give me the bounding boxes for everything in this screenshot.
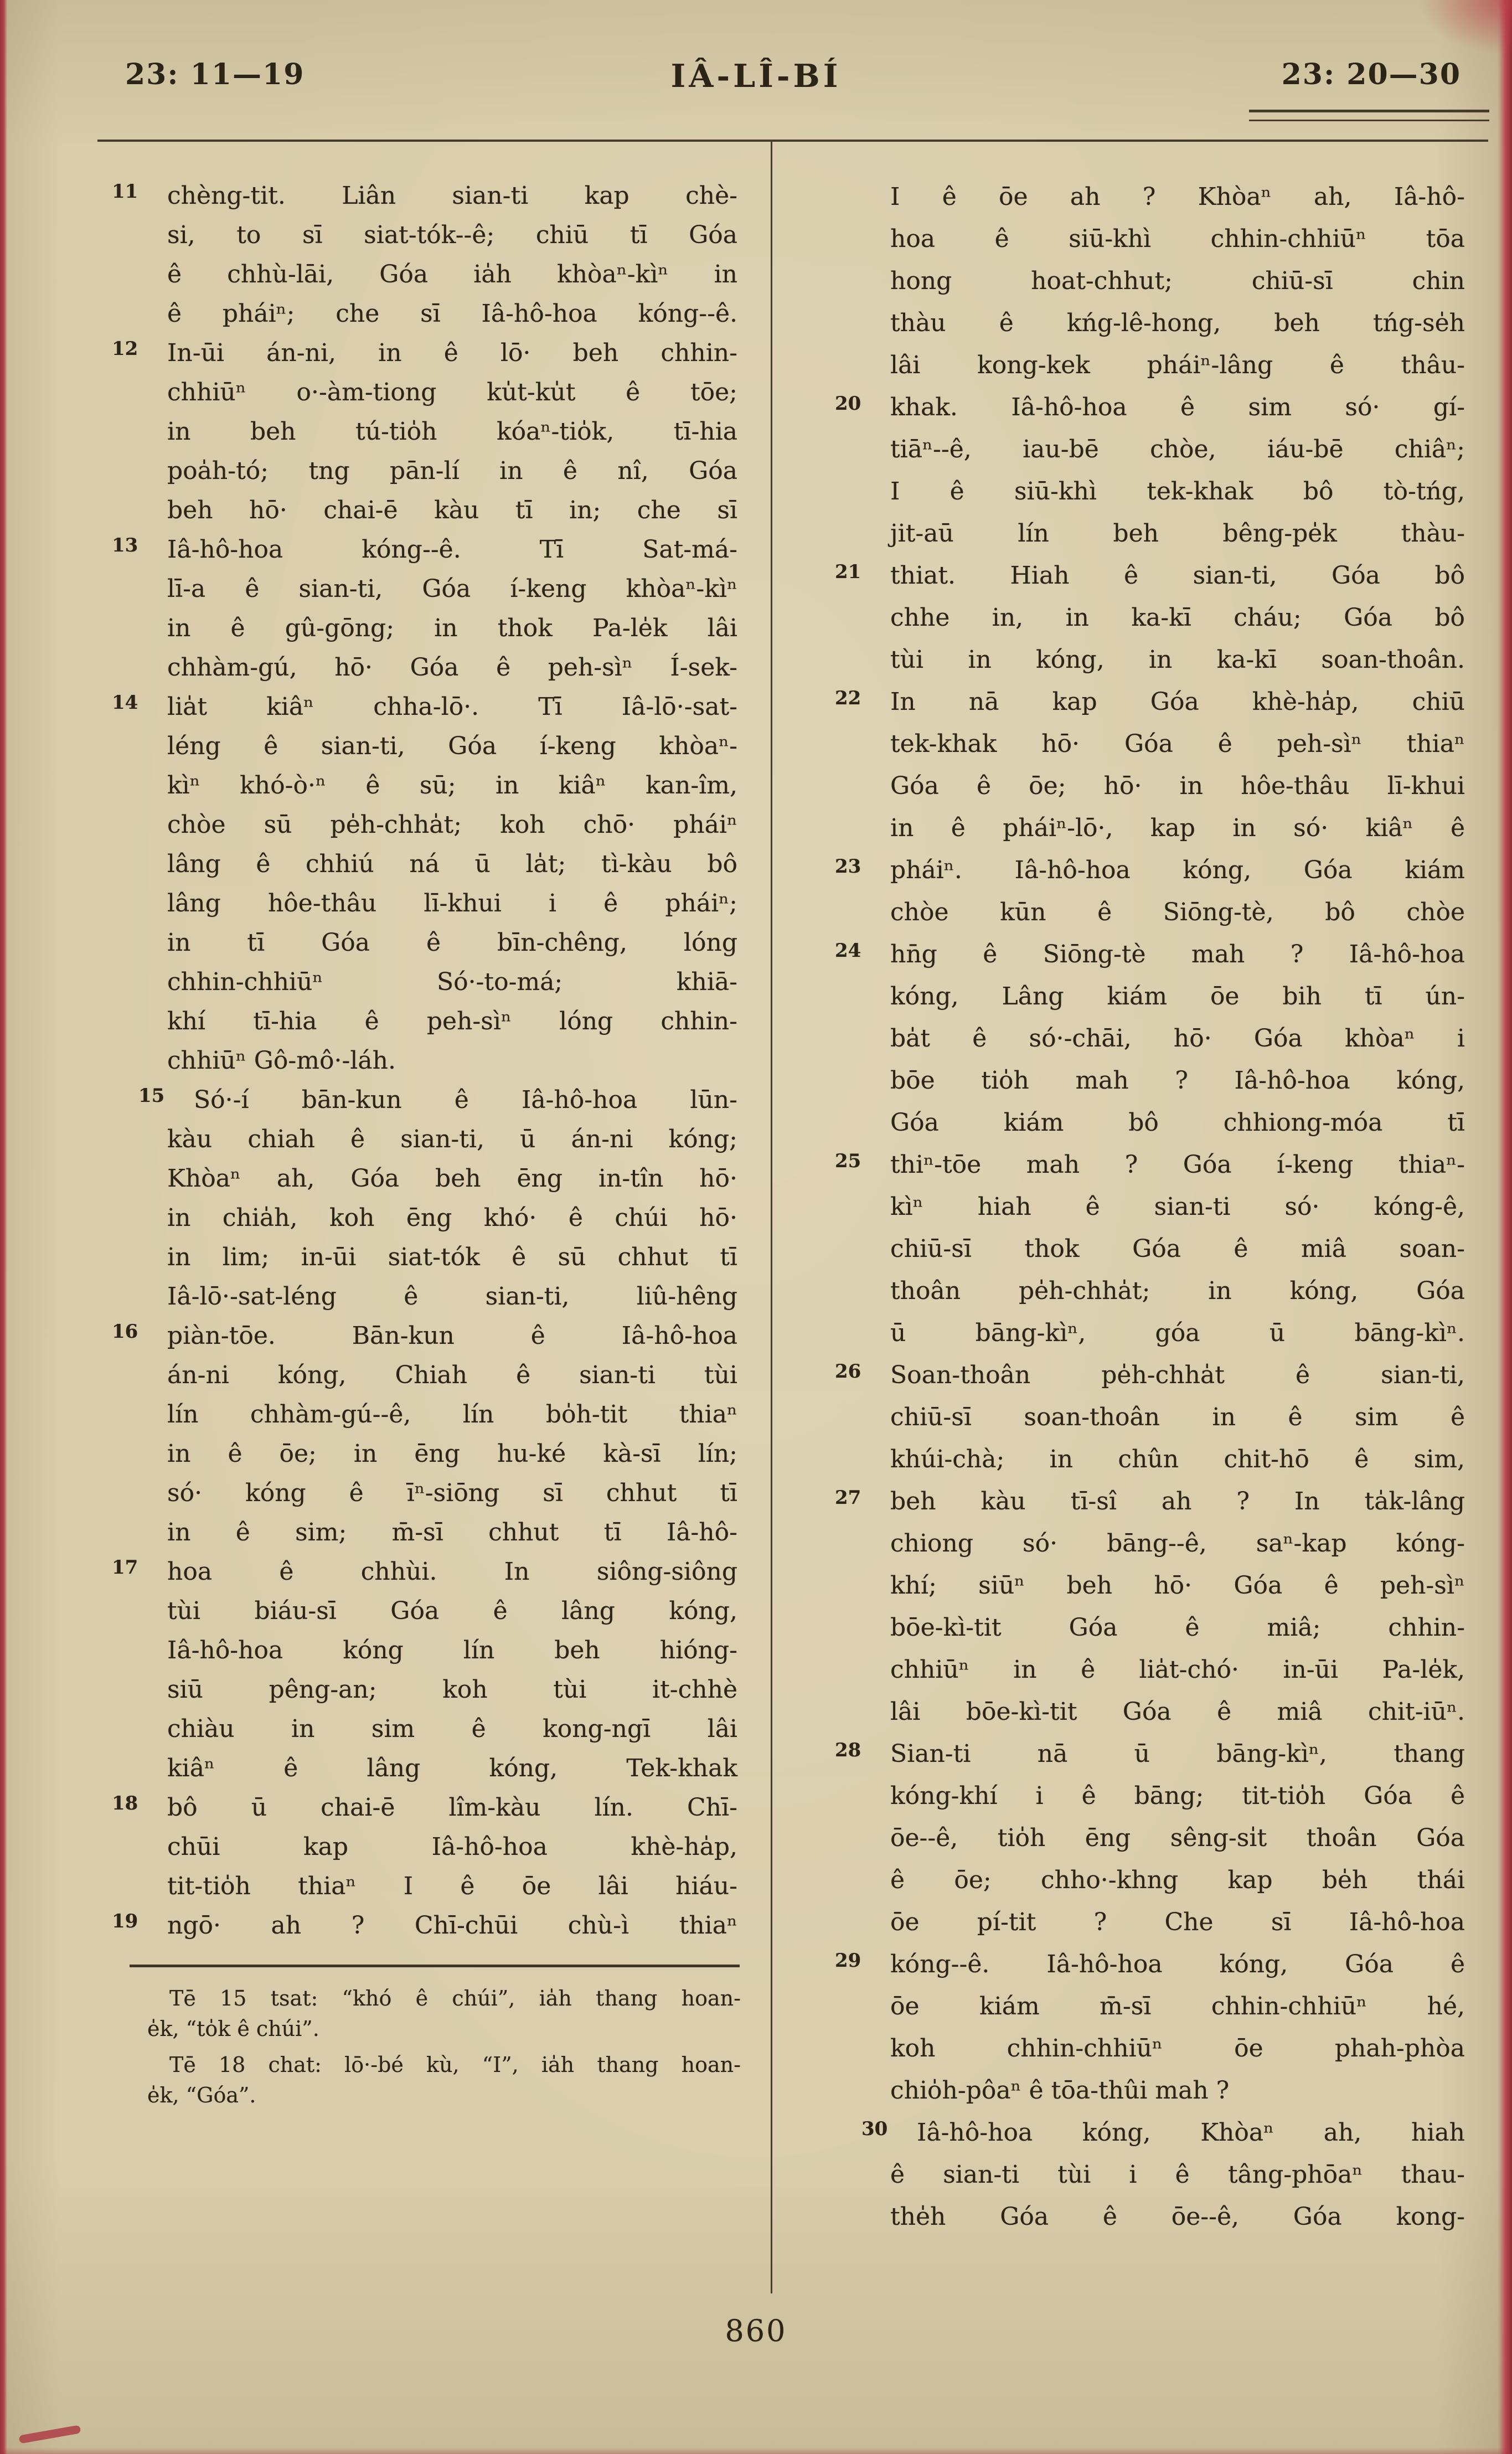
text-line: [890, 344, 1465, 386]
line-text: kóng--ê. Iâ-hô-hoa kóng, Góa ê: [890, 1950, 1465, 1978]
verse-number: 13: [112, 534, 138, 556]
line-text: Iâ-hô-hoa kóng--ê. Tī Sat-má-: [167, 535, 737, 564]
verse-number: 11: [112, 181, 138, 203]
text-line: [890, 1102, 1465, 1144]
red-smudge-bottom-left: [19, 2425, 81, 2443]
line-text: ê sian-ti tùi i ê tâng-phōaⁿ thau-: [890, 2161, 1465, 2189]
line-text: ōe kiám m̄-sī chhin-chhiūⁿ hé,: [890, 1992, 1465, 2020]
text-line: [890, 723, 1465, 765]
text-line: [167, 609, 737, 648]
text-line: [890, 1060, 1465, 1102]
verse-start-line: [835, 681, 1465, 723]
verse-start-line: [112, 1552, 737, 1591]
line-text: in chia̍h, koh ēng khó· ê chúi hō·: [167, 1204, 737, 1232]
line-text: chhiūⁿ o·-àm-tiong ku̍t-ku̍t ê tōe;: [167, 378, 737, 406]
line-text: lâng ê chhiú ná ū la̍t; tì-kàu bô: [167, 850, 737, 878]
line-text: bōe-kì-tit Góa ê miâ; chhin-: [890, 1613, 1465, 1642]
text-line: [890, 1396, 1465, 1439]
line-text: hoa ê siū-khì chhin-chhiūⁿ tōa: [890, 225, 1465, 253]
line-text: ōe pí-tit ? Che sī Iâ-hô-hoa: [890, 1908, 1465, 1936]
line-text: beh kàu tī-sî ah ? In ta̍k-lâng: [890, 1487, 1465, 1515]
text-line: [167, 1355, 737, 1395]
text-line: [167, 1473, 737, 1513]
text-line: [167, 1198, 737, 1238]
verse-number: 20: [835, 393, 861, 415]
header-rule: [97, 140, 1488, 142]
verse-start-line: [835, 1943, 1465, 1986]
verse-number: 24: [835, 940, 861, 962]
red-page-edge-left: [0, 0, 7, 2454]
text-line: [167, 962, 737, 1002]
verse-start-line: [112, 687, 737, 726]
text-line: [890, 1859, 1465, 1901]
line-text: chiū-sī soan-thoân in ê sim ê: [890, 1403, 1465, 1431]
text-line: [167, 1670, 737, 1709]
verse-number: 26: [835, 1360, 861, 1383]
line-text: chio̍h-pôaⁿ ê tōa-thûi mah ?: [890, 2076, 1230, 2105]
running-head-verse-range-left: 23: 11—19: [125, 58, 305, 91]
verse-number: 18: [112, 1792, 138, 1814]
text-line: [167, 255, 737, 294]
text-line: [890, 1607, 1465, 1649]
line-text: ê chhù-lāi, Góa ia̍h khòaⁿ-kìⁿ in: [167, 260, 737, 288]
text-line: [890, 1018, 1465, 1060]
line-text: khí; siūⁿ beh hō· Góa ê peh-sìⁿ: [890, 1571, 1465, 1600]
text-line: [890, 513, 1465, 555]
line-text: kìⁿ hiah ê sian-ti só· kóng-ê,: [890, 1193, 1465, 1221]
line-text: chèng-tit. Liân sian-ti kap chè-: [167, 182, 737, 210]
text-line: [167, 844, 737, 884]
verse-start-line: [112, 176, 737, 215]
text-line: [890, 765, 1465, 807]
line-text: án-ni kóng, Chiah ê sian-ti tùi: [167, 1361, 737, 1389]
line-text: kiâⁿ ê lâng kóng, Tek-khak: [167, 1754, 737, 1782]
verse-start-line: [835, 386, 1465, 429]
text-line: [167, 923, 737, 962]
text-line: [167, 1827, 737, 1867]
red-corner-top-right: [1418, 0, 1512, 55]
text-line: [167, 412, 737, 451]
line-text: chòe sū pe̍h-chha̍t; koh chō· pháiⁿ: [167, 811, 737, 839]
text-line: [890, 2028, 1465, 2070]
line-text: hoa ê chhùi. In siông-siông: [167, 1558, 737, 1586]
text-line: [147, 2080, 741, 2111]
text-line: [890, 1228, 1465, 1270]
line-text: in lim; in-ūi siat-tók ê sū chhut tī: [167, 1243, 737, 1271]
line-text: thàu ê kńg-lê-hong, beh tńg-se̍h: [890, 309, 1465, 337]
line-text: ba̍t ê só·-chāi, hō· Góa khòaⁿ i: [890, 1024, 1465, 1053]
verse-number: 12: [112, 338, 138, 360]
text-line: [167, 884, 737, 923]
verse-number: 25: [835, 1150, 861, 1172]
running-head-book-title: IÂ-LÎ-BÍ: [670, 58, 842, 95]
verse-number: 21: [835, 561, 861, 583]
line-text: kóng, Lâng kiám ōe bih tī ún-: [890, 982, 1465, 1011]
text-line: [167, 1002, 737, 1041]
line-text: léng ê sian-ti, Góa í-keng khòaⁿ-: [167, 732, 737, 760]
text-line: [890, 471, 1465, 513]
column-divider-rule: [771, 140, 772, 2293]
text-line: [890, 2154, 1465, 2196]
line-text: Tē 18 chat: lō·-bé kù, “I”, ia̍h thang hoan-: [169, 2053, 741, 2077]
red-page-edge-right: [1498, 0, 1512, 2454]
verse-number: 28: [835, 1739, 861, 1761]
text-line: [890, 1565, 1465, 1607]
text-line: [167, 1120, 737, 1159]
verse-number: 29: [835, 1950, 861, 1972]
text-line: [890, 597, 1465, 639]
verse-number: 14: [112, 692, 138, 714]
line-text: lâi kong-kek pháiⁿ-lâng ê thâu-: [890, 351, 1465, 379]
line-text: thoân pe̍h-chha̍t; in kóng, Góa: [890, 1277, 1465, 1305]
verse-number: 19: [112, 1910, 138, 1932]
text-line: [167, 1867, 737, 1906]
line-text: kàu chiah ê sian-ti, ū án-ni kóng;: [167, 1125, 737, 1153]
text-line: [167, 1631, 737, 1670]
text-line: [167, 1395, 737, 1434]
verse-start-line: [112, 1906, 737, 1945]
footnote-separator-rule: [130, 1965, 740, 1967]
text-line: [167, 491, 737, 530]
verse-start-line: [112, 530, 737, 569]
verse-start-line: [861, 2112, 1465, 2154]
text-line: [167, 1591, 737, 1631]
line-text: só· kóng ê īⁿ-siōng sī chhut tī: [167, 1479, 737, 1507]
text-line: [890, 1439, 1465, 1481]
line-text: Góa ê ōe; hō· in hôe-thâu lī-khui: [890, 772, 1465, 800]
verse-number: 30: [861, 2118, 888, 2140]
line-text: In-ūi án-ni, in ê lō· beh chhin-: [167, 339, 737, 367]
verse-number: 22: [835, 687, 861, 709]
verse-start-line: [835, 1733, 1465, 1775]
line-text: Só·-í bān-kun ê Iâ-hô-hoa lūn-: [194, 1086, 737, 1114]
line-text: chhiūⁿ Gô-mô·-láh.: [167, 1046, 396, 1075]
text-line: [167, 766, 737, 805]
line-text: lâi bōe-kì-tit Góa ê miâ chit-iūⁿ.: [890, 1698, 1465, 1726]
line-text: Tē 15 tsat: “khó ê chúi”, ia̍h thang hoan-: [169, 1986, 741, 2010]
line-text: hn̄g ê Siōng-tè mah ? Iâ-hô-hoa: [890, 940, 1465, 968]
line-text: jit-aū lín beh bêng-pe̍k thàu-: [890, 519, 1465, 548]
text-line: [147, 2014, 741, 2044]
line-text: lâng hôe-thâu lī-khui i ê pháiⁿ;: [167, 889, 737, 917]
text-line: [167, 373, 737, 412]
text-line: [890, 302, 1465, 344]
footnotes-block: [147, 1983, 741, 2111]
line-text: beh hō· chai-ē kàu tī in; che sī: [167, 496, 737, 524]
line-text: hong hoat-chhut; chiū-sī chin: [890, 267, 1465, 295]
verse-start-line: [138, 1080, 737, 1120]
line-text: in ê ōe; in ēng hu-ké kà-sī lín;: [167, 1440, 737, 1468]
text-line: [167, 1238, 737, 1277]
line-text: I ê ōe ah ? Khòaⁿ ah, Iâ-hô-: [890, 183, 1465, 211]
line-text: khak. Iâ-hô-hoa ê sim só· gí-: [890, 393, 1465, 421]
line-text: tùi in kóng, in ka-kī soan-thoân.: [890, 646, 1465, 674]
text-line: [890, 1270, 1465, 1312]
text-line: [167, 1159, 737, 1198]
line-text: ê pháiⁿ; che sī Iâ-hô-hoa kóng--ê.: [167, 300, 737, 328]
line-text: koh chhin-chhiūⁿ ōe phah-phòa: [890, 2034, 1465, 2063]
verse-start-line: [835, 1354, 1465, 1396]
red-page-edge-bottom: [0, 2447, 1512, 2454]
verse-number: 15: [138, 1085, 165, 1107]
line-text: tùi biáu-sī Góa ê lâng kóng,: [167, 1597, 737, 1625]
line-text: the̍h Góa ê ōe--ê, Góa kong-: [890, 2203, 1465, 2231]
line-text: ōe--ê, tio̍h ēng sêng-si̍t thoân Góa: [890, 1824, 1465, 1852]
text-line: [167, 215, 737, 255]
verse-number: 27: [835, 1487, 861, 1509]
line-text: in ê pháiⁿ-lō·, kap in só· kiâⁿ ê: [890, 814, 1465, 842]
line-text: Góa kiám bô chhiong-móa tī: [890, 1109, 1465, 1137]
line-text: khúi-chà; in chûn chit-hō ê sim,: [890, 1445, 1465, 1473]
line-text: I ê siū-khì tek-khak bô tò-tńg,: [890, 477, 1465, 506]
line-text: chūi kap Iâ-hô-hoa khè-ha̍p,: [167, 1833, 737, 1861]
text-line: [890, 891, 1465, 934]
text-line: [890, 2070, 1465, 2112]
line-text: in ê gû-gōng; in thok Pa-le̍k lâi: [167, 614, 737, 642]
line-text: siū pêng-an; koh tùi it-chhè: [167, 1675, 737, 1704]
verse-start-line: [835, 555, 1465, 597]
line-text: ngō· ah ? Chī-chūi chù-ì thiaⁿ: [167, 1911, 737, 1940]
line-text: ū bāng-kìⁿ, góa ū bāng-kìⁿ.: [890, 1319, 1465, 1347]
verse-start-line: [835, 1481, 1465, 1523]
text-line: [167, 805, 737, 844]
text-line: [167, 1041, 737, 1080]
line-text: e̍k, “Góa”.: [147, 2083, 256, 2107]
text-line: [890, 1901, 1465, 1943]
text-line: [890, 1986, 1465, 2028]
line-text: lia̍t kiâⁿ chha-lō·. Tī Iâ-lō·-sat-: [167, 693, 737, 721]
line-text: lín chhàm-gú--ê, lín bo̍h-tit thiaⁿ: [167, 1400, 737, 1429]
text-line: [167, 726, 737, 766]
text-line: [890, 218, 1465, 260]
line-text: Iâ-lō·-sat-léng ê sian-ti, liû-hêng: [167, 1282, 737, 1311]
text-line: [890, 1691, 1465, 1733]
verse-number: 17: [112, 1556, 138, 1579]
line-text: tiāⁿ--ê, iau-bē chòe, iáu-bē chiâⁿ;: [890, 435, 1465, 463]
line-text: chhe in, in ka-kī cháu; Góa bô: [890, 604, 1465, 632]
line-text: tek-khak hō· Góa ê peh-sìⁿ thiaⁿ: [890, 730, 1465, 758]
text-line: [890, 2196, 1465, 2238]
line-text: kìⁿ khó-ò·ⁿ ê sū; in kiâⁿ kan-îm,: [167, 771, 737, 800]
text-line: [890, 807, 1465, 849]
text-line: [890, 260, 1465, 302]
line-text: si, to sī siat-tók--ê; chiū tī Góa: [167, 221, 737, 249]
text-line: [167, 1709, 737, 1749]
line-text: chòe kūn ê Siōng-tè, bô chòe: [890, 898, 1465, 926]
line-text: chhàm-gú, hō· Góa ê peh-sìⁿ Í-sek-: [167, 653, 737, 682]
line-text: Iâ-hô-hoa kóng lín beh hióng-: [167, 1636, 737, 1664]
text-line: [890, 1523, 1465, 1565]
line-text: chiū-sī thok Góa ê miâ soan-: [890, 1235, 1465, 1263]
line-text: bōe tio̍h mah ? Iâ-hô-hoa kóng,: [890, 1066, 1465, 1095]
line-text: tit-tio̍h thiaⁿ I ê ōe lâi hiáu-: [167, 1872, 737, 1900]
text-line: [890, 1649, 1465, 1691]
line-text: e̍k, “to̍k ê chúi”.: [147, 2017, 319, 2041]
running-head-verse-range-right: 23: 20—30: [1281, 58, 1461, 91]
text-line: [167, 648, 737, 687]
text-line: [890, 1312, 1465, 1354]
text-line: [890, 1817, 1465, 1859]
line-text: chiong só· bāng--ê, saⁿ-kap kóng-: [890, 1529, 1465, 1558]
page-number: 860: [725, 2313, 787, 2348]
text-line: [890, 639, 1465, 681]
line-text: Sian-ti nā ū bāng-kìⁿ, thang: [890, 1740, 1465, 1768]
text-line: [167, 1434, 737, 1473]
line-text: thiat. Hiah ê sian-ti, Góa bô: [890, 561, 1465, 590]
verse-start-line: [835, 1144, 1465, 1186]
text-line: [890, 1186, 1465, 1228]
verse-number: 23: [835, 855, 861, 878]
verse-start-line: [112, 1316, 737, 1355]
line-text: Iâ-hô-hoa kóng, Khòaⁿ ah, hiah: [917, 2118, 1465, 2147]
line-text: ê ōe; chho·-khng kap be̍h thái: [890, 1866, 1465, 1894]
text-line: [890, 1775, 1465, 1817]
verse-number: 16: [112, 1321, 138, 1343]
line-text: bô ū chai-ē lîm-kàu lín. Chī-: [167, 1793, 737, 1822]
line-text: Soan-thoân pe̍h-chha̍t ê sian-ti,: [890, 1361, 1465, 1389]
line-text: in ê sim; m̄-sī chhut tī Iâ-hô-: [167, 1518, 737, 1546]
line-text: chhiūⁿ in ê lia̍t-chó· in-ūi Pa-le̍k,: [890, 1656, 1465, 1684]
line-text: chiàu in sim ê kong-ngī lâi: [167, 1715, 737, 1743]
right-text-column: [835, 176, 1465, 2238]
verse-start-line: [112, 333, 737, 373]
verse-start-line: [835, 849, 1465, 891]
text-line: [167, 451, 737, 491]
header-underline-rule-2: [1249, 120, 1489, 121]
line-text: poa̍h-tó; tng pān-lí in ê nî, Góa: [167, 457, 737, 485]
text-line: [167, 569, 737, 609]
line-text: piàn-tōe. Bān-kun ê Iâ-hô-hoa: [167, 1322, 737, 1350]
line-text: in beh tú-tio̍h kóaⁿ-tio̍k, tī-hia: [167, 417, 737, 446]
verse-start-line: [835, 934, 1465, 976]
line-text: in tī Góa ê bīn-chêng, lóng: [167, 929, 737, 957]
line-text: thiⁿ-tōe mah ? Góa í-keng thiaⁿ-: [890, 1151, 1465, 1179]
line-text: Khòaⁿ ah, Góa beh ēng in-tîn hō·: [167, 1164, 737, 1193]
line-text: chhin-chhiūⁿ Só·-to-má; khiā-: [167, 968, 737, 996]
line-text: In nā kap Góa khè-ha̍p, chiū: [890, 688, 1465, 716]
text-line: [890, 429, 1465, 471]
left-text-column: [112, 176, 737, 1945]
line-text: kóng-khí i ê bāng; tit-tio̍h Góa ê: [890, 1782, 1465, 1810]
verse-start-line: [112, 1788, 737, 1827]
text-line: [167, 1513, 737, 1552]
line-text: lī-a ê sian-ti, Góa í-keng khòaⁿ-kìⁿ: [167, 575, 737, 603]
text-line: [167, 294, 737, 333]
line-text: pháiⁿ. Iâ-hô-hoa kóng, Góa kiám: [890, 856, 1465, 884]
text-line: [890, 176, 1465, 218]
text-line: [167, 1277, 737, 1316]
text-line: [167, 1749, 737, 1788]
line-text: khí tī-hia ê peh-sìⁿ lóng chhin-: [167, 1007, 737, 1035]
text-line: [147, 2050, 741, 2080]
text-line: [147, 1983, 741, 2014]
text-line: [890, 976, 1465, 1018]
header-underline-rule-1: [1249, 110, 1489, 112]
